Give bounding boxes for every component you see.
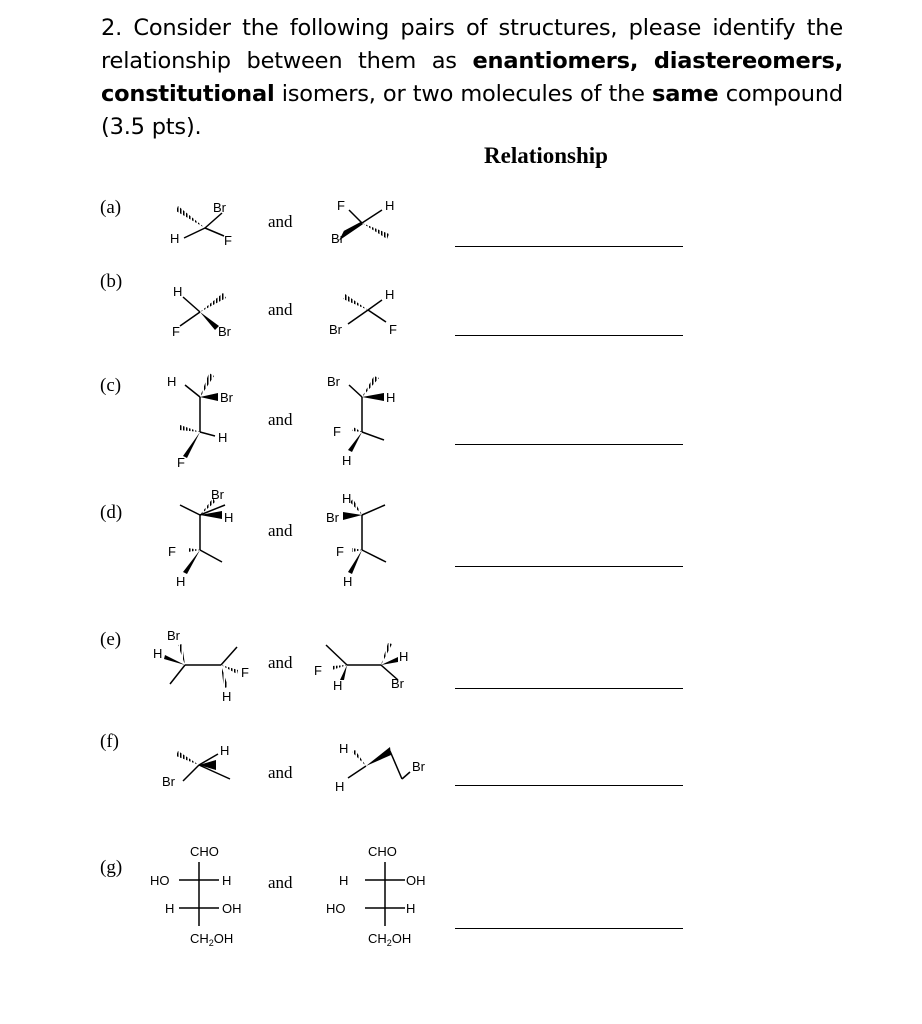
- atom-h: H: [170, 231, 180, 246]
- atom-h: H: [339, 873, 349, 888]
- solid-wedge: [343, 512, 362, 520]
- hashed-wedge: [179, 425, 200, 432]
- structure-e-left: [153, 628, 249, 704]
- hashed-wedge: [350, 499, 362, 515]
- atom-h: H: [399, 649, 409, 664]
- structure-b-left: [172, 284, 232, 339]
- pair-label-a: (a): [100, 197, 122, 218]
- atom-h: H: [222, 689, 232, 704]
- hashed-wedge: [362, 376, 379, 397]
- atom-h: H: [339, 741, 349, 756]
- atom-br: Br: [331, 231, 344, 246]
- solid-wedge: [348, 550, 362, 574]
- atom-f: F: [177, 455, 185, 470]
- atom-h: H: [153, 646, 163, 661]
- hashed-wedge: [221, 665, 228, 688]
- atom-h: H: [406, 901, 416, 916]
- hashed-wedge: [362, 223, 389, 239]
- group-cho: CHO: [368, 844, 397, 859]
- atom-h: H: [342, 491, 352, 506]
- pair-label-b: (b): [100, 271, 123, 292]
- group-cho: CHO: [190, 844, 219, 859]
- atom-br: Br: [391, 676, 404, 691]
- group-ch2oh: $CH_2OH$: [368, 931, 412, 948]
- atom-h: H: [333, 678, 343, 693]
- hashed-wedge: [176, 206, 205, 228]
- structure-c-left: [167, 373, 234, 470]
- solid-wedge: [343, 223, 362, 236]
- atom-f: F: [241, 665, 249, 680]
- structure-e-right: [314, 643, 408, 693]
- hashed-wedge: [200, 373, 214, 397]
- atom-h: H: [176, 574, 186, 589]
- atom-h: H: [220, 743, 230, 758]
- atom-br: Br: [327, 374, 340, 389]
- question-end: compound (3.5 pts).: [101, 81, 843, 140]
- hashed-wedge: [176, 751, 199, 765]
- atom-h: H: [167, 374, 177, 389]
- atom-h: H: [165, 901, 175, 916]
- term-diastereomers: diastereomers,: [653, 48, 844, 74]
- solid-wedge: [200, 393, 218, 401]
- atom-h: H: [222, 873, 232, 888]
- pair-label-d: (d): [100, 502, 123, 523]
- structure-b-right: [329, 287, 397, 337]
- pair-label-e: (e): [100, 629, 122, 650]
- question-mid: isomers, or two molecules of the: [281, 81, 645, 107]
- atom-br: Br: [213, 200, 226, 215]
- hashed-wedge: [200, 293, 226, 312]
- group-oh: OH: [222, 901, 242, 916]
- atom-f: F: [336, 544, 344, 559]
- solid-wedge: [164, 655, 185, 665]
- atom-br: Br: [326, 510, 339, 525]
- atom-f: F: [337, 198, 345, 213]
- atom-f: F: [172, 324, 180, 339]
- term-enantiomers: enantiomers,: [472, 48, 639, 74]
- group-ho: HO: [150, 873, 170, 888]
- and-f: and: [268, 763, 293, 782]
- structure-g-right: [326, 844, 426, 948]
- atom-h: H: [173, 284, 183, 299]
- group-ho: HO: [326, 901, 346, 916]
- atom-f: F: [314, 663, 322, 678]
- solid-wedge: [200, 312, 219, 330]
- structure-d-left: [168, 487, 233, 589]
- atom-f: F: [389, 322, 397, 337]
- hashed-wedge: [178, 644, 185, 665]
- hashed-wedge: [343, 294, 368, 310]
- atom-h: H: [218, 430, 228, 445]
- atom-h: H: [342, 453, 352, 468]
- structure-c-right: [327, 374, 395, 468]
- solid-wedge: [366, 747, 391, 766]
- atom-h: H: [385, 287, 395, 302]
- and-b: and: [268, 300, 293, 319]
- structure-f-left: [162, 743, 230, 789]
- atom-br: Br: [218, 324, 231, 339]
- and-c: and: [268, 410, 293, 429]
- atom-h: H: [224, 510, 234, 525]
- solid-wedge: [362, 393, 384, 401]
- atom-br: Br: [162, 774, 175, 789]
- atom-f: F: [224, 233, 232, 248]
- hashed-wedge: [352, 548, 362, 552]
- atom-h: H: [343, 574, 353, 589]
- solid-wedge: [183, 432, 200, 458]
- structure-d-right: [326, 491, 386, 589]
- atom-br: Br: [220, 390, 233, 405]
- atom-br: Br: [329, 322, 342, 337]
- atom-h: H: [385, 198, 395, 213]
- relationship-header: Relationship: [484, 143, 608, 168]
- and-e: and: [268, 653, 293, 672]
- and-d: and: [268, 521, 293, 540]
- group-oh: OH: [406, 873, 426, 888]
- hashed-wedge: [352, 427, 362, 432]
- and-a: and: [268, 212, 293, 231]
- and-g: and: [268, 873, 293, 892]
- term-same: same: [652, 81, 719, 107]
- atom-f: F: [333, 424, 341, 439]
- hashed-wedge: [221, 665, 238, 674]
- atom-f: F: [168, 544, 176, 559]
- term-constitutional: constitutional: [101, 81, 275, 107]
- hashed-wedge: [352, 750, 366, 766]
- structure-f-right: [335, 741, 426, 794]
- solid-wedge: [200, 511, 222, 519]
- pair-label-g: (g): [100, 857, 123, 878]
- hashed-wedge: [332, 665, 347, 670]
- hashed-wedge: [188, 548, 200, 552]
- question-intro: 2. Consider the following pairs of structures, please identify the relationship between them as: [101, 15, 843, 74]
- solid-wedge: [183, 550, 200, 574]
- pair-label-f: (f): [100, 731, 119, 752]
- atom-h: H: [335, 779, 345, 794]
- atom-br: Br: [412, 759, 425, 774]
- atom-br: Br: [167, 628, 180, 643]
- structure-a-left: [170, 200, 232, 248]
- structure-a-right: [331, 198, 394, 246]
- group-ch2oh: $CH_2OH$: [190, 931, 234, 948]
- pair-label-c: (c): [100, 375, 122, 396]
- solid-wedge: [348, 432, 362, 452]
- atom-h: H: [386, 390, 396, 405]
- atom-br: Br: [211, 487, 224, 502]
- structure-g-left: [150, 844, 242, 948]
